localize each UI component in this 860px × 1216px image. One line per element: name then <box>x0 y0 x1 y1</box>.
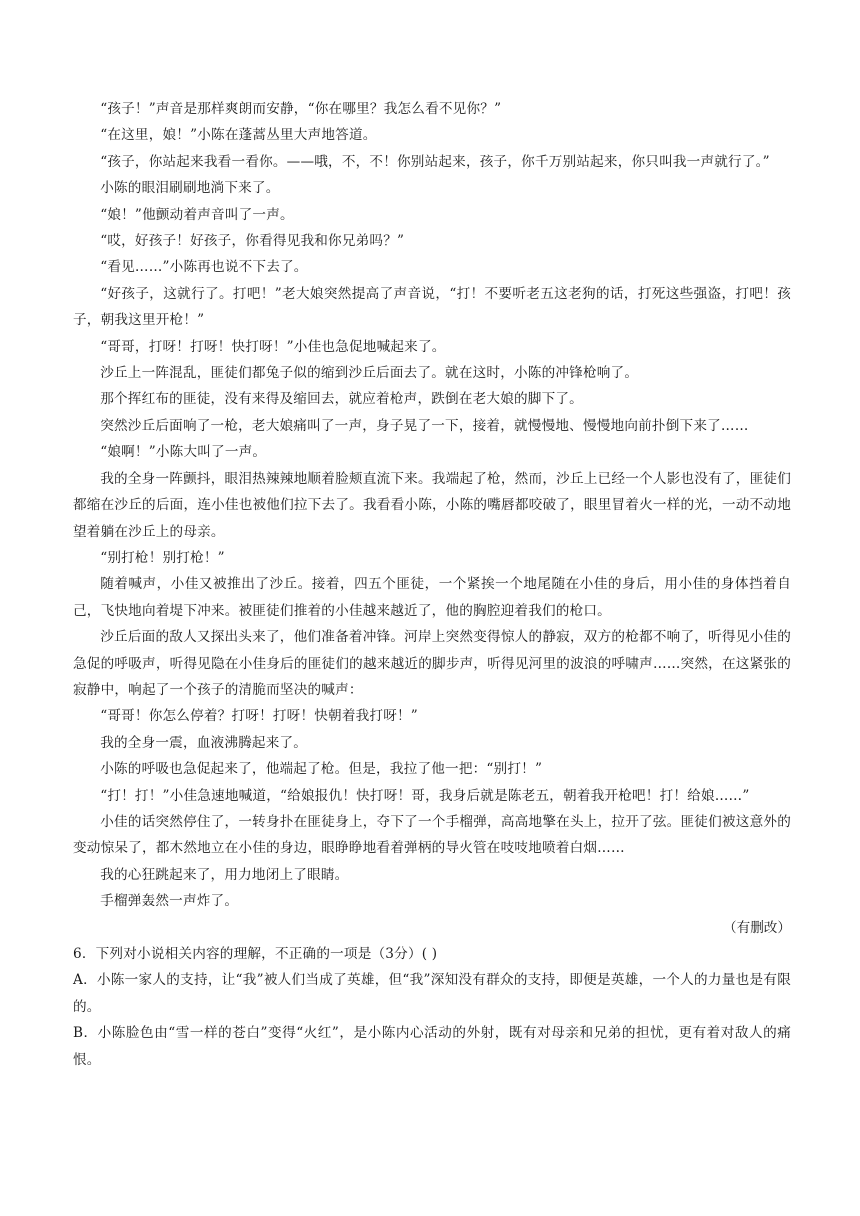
option-b: B．小陈脸色由“雪一样的苍白”变得“火红”，是小陈内心活动的外射，既有对母亲和兄弟的担忧，更有着对敌人的痛恨。 <box>73 1025 791 1068</box>
source-note: （有删改） <box>723 919 791 936</box>
passage-paragraph: 突然沙丘后面响了一枪，老大娘痛叫了一声，身子晃了一下，接着，就慢慢地、慢慢地向前扑倒下来了…… <box>100 417 749 434</box>
passage-paragraph: “孩子！”声音是那样爽朗而安静，“你在哪里？我怎么看不见你？” <box>100 101 502 117</box>
passage-paragraph: 手榴弹轰然一声炸了。 <box>100 893 239 910</box>
passage-paragraph: 我的全身一震，血液沸腾起来了。 <box>100 734 308 751</box>
question-stem: 6．下列对小说相关内容的理解，不正确的一项是（3分）( ) <box>73 946 438 962</box>
passage-paragraph: 沙丘上一阵混乱，匪徒们都兔子似的缩到沙丘后面去了。就在这时，小陈的冲锋枪响了。 <box>100 365 639 382</box>
passage-paragraph: 沙丘后面的敌人又探出头来了，他们准备着冲锋。河岸上突然变得惊人的静寂，双方的枪都不响了，听得见小佳的急促的呼吸声，听得见隐在小佳身后的匪徒们的越来越近的脚步声，听得见河里的波浪的呼啸声……突然，在这紧张的寂静中，响起了一个孩子的清脆而坚决的喊声： <box>73 629 791 698</box>
passage-paragraph: “娘啊！”小陈大叫了一声。 <box>100 444 267 461</box>
question-block <box>73 941 791 1073</box>
passage-paragraph: “在这里，娘！”小陈在蓬蒿丛里大声地答道。 <box>100 127 377 144</box>
document-page <box>73 96 791 1073</box>
passage-paragraph: “哥哥！你怎么停着？打呀！打呀！快朝着我打呀！” <box>100 708 418 725</box>
passage-paragraph: 随着喊声，小佳又被推出了沙丘。接着，四五个匪徒，一个紧挨一个地尾随在小佳的身后，用小佳的身体挡着自己，飞快地向着堤下冲来。被匪徒们推着的小佳越来越近了，他的胸腔迎着我们的枪口。 <box>73 576 791 619</box>
passage-paragraph: 我的全身一阵颤抖，眼泪热辣辣地顺着脸颊直流下来。我端起了枪，然而，沙丘上已经一个人影也没有了，匪徒们都缩在沙丘的后面，连小佳也被他们拉下去了。我看看小陈，小陈的嘴唇都咬破了，眼里冒着火一样的光，一动不动地望着躺在沙丘上的母亲。 <box>73 470 791 540</box>
passage-paragraph: 那个挥红布的匪徒，没有来得及缩回去，就应着枪声，跌倒在老大娘的脚下了。 <box>100 391 583 408</box>
option-a: A．小陈一家人的支持，让“我”被人们当成了英雄，但“我”深知没有群众的支持，即便是英雄，一个人的力量也是有限的。 <box>73 972 791 1015</box>
passage-paragraph: “娘！”他颤动着声音叫了一声。 <box>100 206 294 223</box>
passage-paragraph: “好孩子，这就行了。打吧！”老大娘突然提高了声音说，“打！不要听老五这老狗的话，打死这些强盗，打吧！孩子，朝我这里开枪！” <box>73 285 791 329</box>
passage-paragraph: “哥哥，打呀！打呀！快打呀！”小佳也急促地喊起来了。 <box>100 338 446 355</box>
passage-paragraph: “别打枪！别打枪！” <box>100 549 225 566</box>
passage-paragraph: 我的心狂跳起来了，用力地闭上了眼睛。 <box>100 866 349 883</box>
passage-paragraph: “孩子，你站起来我看一看你。——哦，不，不！你别站起来，孩子，你千万别站起来，你只叫我一声就行了。” <box>100 153 770 170</box>
passage-paragraph: 小陈的呼吸也急促起来了，他端起了枪。但是，我拉了他一把：“别打！” <box>100 761 543 778</box>
passage <box>73 96 791 915</box>
passage-paragraph: “看见……”小陈再也说不下去了。 <box>100 259 308 276</box>
passage-paragraph: “打！打！”小佳急速地喊道，“给娘报仇！快打呀！哥，我身后就是陈老五，朝着我开枪吧！打！给娘……” <box>100 787 750 804</box>
passage-paragraph: 小佳的话突然停住了，一转身扑在匪徒身上，夺下了一个手榴弹，高高地擎在头上，拉开了弦。匪徒们被这意外的变动惊呆了，都木然地立在小佳的身边，眼睁睁地看着弹柄的导火管在吱吱地喷着白烟…… <box>73 813 791 857</box>
passage-paragraph: 小陈的眼泪刷刷地淌下来了。 <box>100 180 280 197</box>
passage-paragraph: “哎，好孩子！好孩子，你看得见我和你兄弟吗？” <box>100 233 405 250</box>
